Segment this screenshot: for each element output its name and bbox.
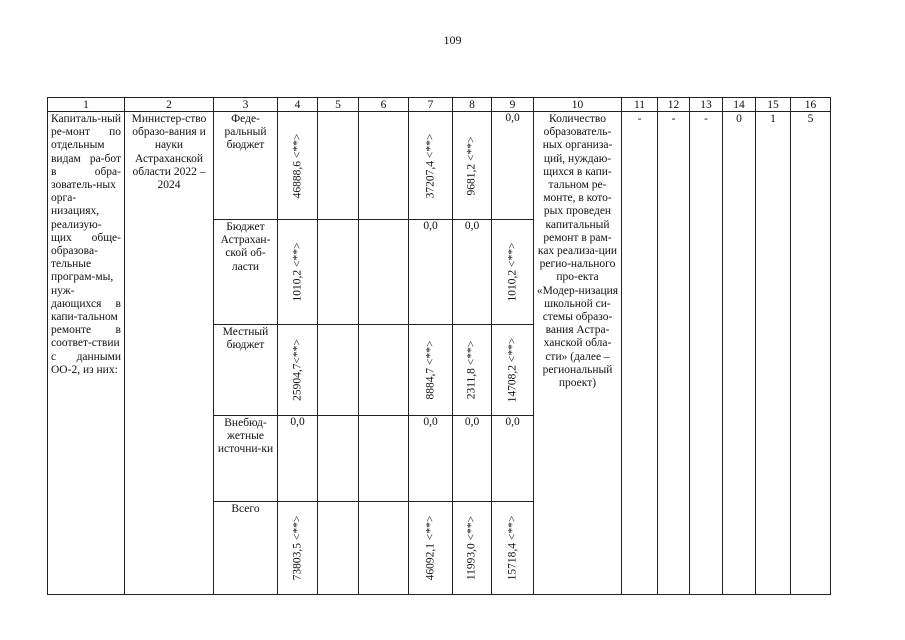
column-header: 2 [125, 98, 214, 112]
page-number: 109 [443, 33, 462, 47]
column-header: 15 [756, 98, 791, 112]
value-cell: 15718,4 <**> [492, 502, 534, 595]
column-header: 13 [690, 98, 723, 112]
value-cell: 0,0 [453, 220, 492, 325]
value-cell: 2311,8 <**> [453, 325, 492, 416]
column-header: 9 [492, 98, 534, 112]
value-cell: 14708,2 <**> [492, 325, 534, 416]
value-cell: 1010,2 <**> [492, 220, 534, 325]
header-row [48, 98, 831, 112]
value-cell: 46092,1 <**> [409, 502, 453, 595]
value-cell: 8884,7 <**> [409, 325, 453, 416]
column-header: 5 [318, 98, 359, 112]
source-cell: Местный бюджет [214, 325, 278, 416]
source-cell: Всего [214, 502, 278, 595]
indicator-value: 1 [756, 112, 791, 595]
value-cell: 11993,0 <**> [453, 502, 492, 595]
value-cell [318, 416, 359, 502]
source-cell: Бюджет Астрахан-ской об-ласти [214, 220, 278, 325]
value-cell: 37207,4 <**> [409, 112, 453, 220]
value-cell [318, 325, 359, 416]
activity-cell: Капиталь-ный ре-монт по отдельным видам ра-бот в обра-зователь-ных орга-низациях, реализую-щих обще-образова-тельные програм-мы, нуж-дающихся в капи-тальном ремонте в соответ-ствии с данными ОО-2, из них: [48, 112, 125, 595]
value-cell: 1010,2 <**> [278, 220, 318, 325]
value-cell [359, 325, 409, 416]
column-header: 6 [359, 98, 409, 112]
budget-table [47, 97, 831, 595]
indicator-value: 0 [723, 112, 756, 595]
value-cell: 0,0 [492, 112, 534, 220]
indicator-value: 5 [791, 112, 831, 595]
value-cell [359, 502, 409, 595]
value-cell [318, 502, 359, 595]
source-cell: Феде-ральный бюджет [214, 112, 278, 220]
column-header: 12 [658, 98, 690, 112]
value-cell [359, 112, 409, 220]
value-cell: 25904,7<**> [278, 325, 318, 416]
column-header: 3 [214, 98, 278, 112]
column-header: 11 [622, 98, 658, 112]
value-cell [318, 220, 359, 325]
value-cell: 0,0 [409, 220, 453, 325]
value-cell: 73803,5 <**> [278, 502, 318, 595]
value-cell: 0,0 [453, 416, 492, 502]
value-cell: 46888,6 <**> [278, 112, 318, 220]
indicator-value: - [658, 112, 690, 595]
value-cell [318, 112, 359, 220]
column-header: 1 [48, 98, 125, 112]
column-header: 10 [534, 98, 622, 112]
value-cell: 0,0 [409, 416, 453, 502]
value-cell: 0,0 [492, 416, 534, 502]
column-header: 16 [791, 98, 831, 112]
column-header: 4 [278, 98, 318, 112]
column-header: 8 [453, 98, 492, 112]
executor-cell: Министер-ство образо-вания и науки Астраханской области 2022 – 2024 [125, 112, 214, 595]
value-cell: 0,0 [278, 416, 318, 502]
indicator-value: - [690, 112, 723, 595]
column-header: 7 [409, 98, 453, 112]
value-cell [359, 220, 409, 325]
indicator-cell: Количество образователь-ных организа-ций, нуждаю-щихся в капи-тальном ре-монте, в кото-рых проведен капитальный ремонт в рам-ках реализа-ции регио-нального про-екта «Модер-низация школьной си-стемы образо-вания Астра-ханской обла-сти» (далее – региональный проект) [534, 112, 622, 595]
value-cell: 9681,2 <**> [453, 112, 492, 220]
column-header: 14 [723, 98, 756, 112]
indicator-value: - [622, 112, 658, 595]
value-cell [359, 416, 409, 502]
source-cell: Внебюд-жетные источни-ки [214, 416, 278, 502]
table-row [48, 112, 831, 220]
